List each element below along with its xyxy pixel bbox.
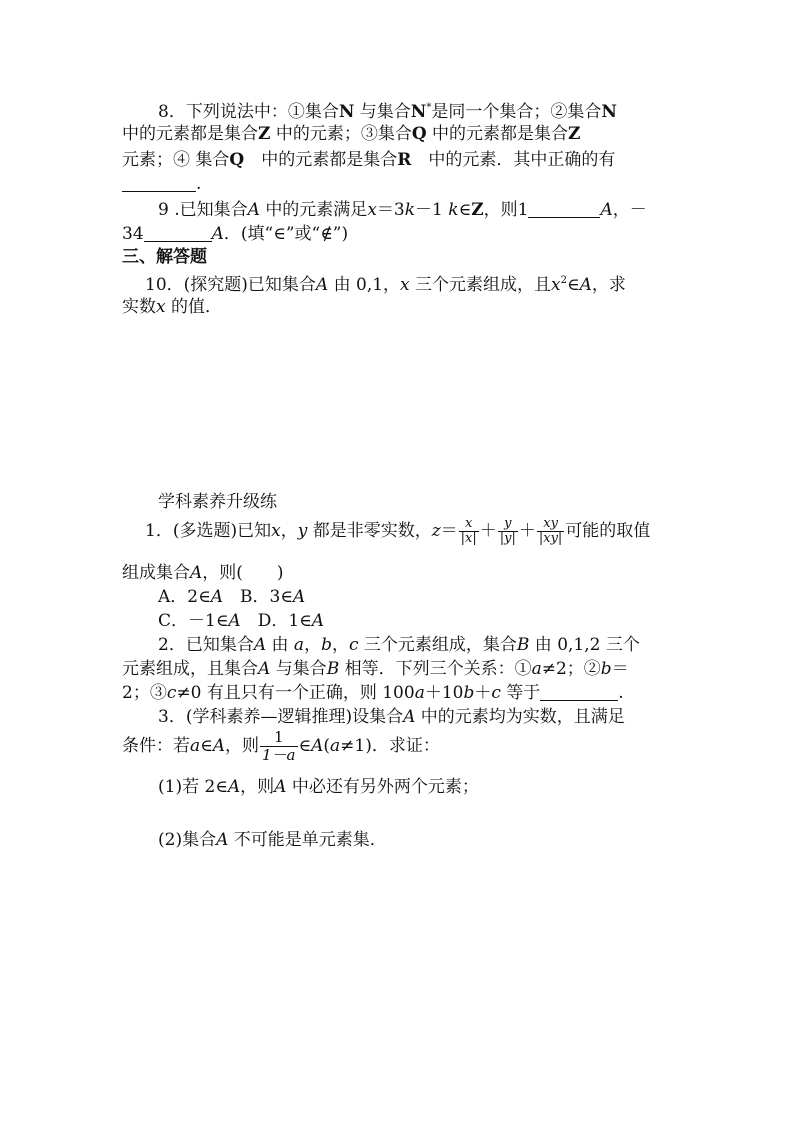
section-heading: 三、解答题 <box>122 247 207 267</box>
answer-blank[interactable] <box>122 175 196 192</box>
q9-line-2: 34 A．(填“∈”或“∉”) <box>122 224 349 244</box>
option-b[interactable]: B．3∈A <box>239 587 306 607</box>
fraction-xy: $\frac{xy}{|xy|}$ <box>538 516 563 546</box>
section-heading-upgrade: 学科素养升级练 <box>158 492 277 512</box>
q8-line-2: 中的元素都是集合Z 中的元素；③集合Q 中的元素都是集合Z <box>122 124 581 144</box>
p1-line-2: 组成集合A，则( ) <box>122 563 284 583</box>
p3-sub-2: (2)集合A 不可能是单元素集． <box>158 830 387 850</box>
p1-options-cd <box>158 610 324 632</box>
p3-line-2: 条件：若a∈A，则 $\frac{1}{1-a}$ ∈A(a≠1)．求证： <box>122 728 440 764</box>
answer-blank[interactable] <box>144 225 212 242</box>
q8-answer-line: . <box>122 173 201 195</box>
p1-line-1: 1．(多选题)已知x，y 都是非零实数，z＝ $\frac{x}{|x|}$ ＋ $\frac{y}{|y|}$ ＋ $\frac{xy}{|xy|}$ 可能的取值 <box>145 516 651 546</box>
fraction-one-over-one-minus-a: $\frac{1}{1-a}$ <box>262 728 296 764</box>
q8-line-3: 元素；④ 集合Q 中的元素都是集合R 中的元素．其中正确的有 <box>122 150 616 170</box>
answer-blank[interactable] <box>528 201 600 218</box>
q9-line-1: 9 .已知集合A 中的元素满足x＝3k－1 k∈Z，则1 A，－ <box>158 200 647 220</box>
question-number: 8． <box>158 102 186 122</box>
fraction-x: $\frac{x}{|x|}$ <box>460 516 477 546</box>
p1-options-ab <box>158 586 305 608</box>
option-a[interactable]: A．2∈A <box>158 587 223 607</box>
q10-line-2: 实数x 的值． <box>122 297 222 317</box>
q10-line-1: 10．(探究题)已知集合A 由 0,1，x 三个元素组成，且$x^2\in A$，求 <box>145 275 626 295</box>
answer-blank[interactable] <box>540 684 618 701</box>
p3-sub-1: (1)若 2∈A，则A 中必还有另外两个元素； <box>158 777 479 797</box>
p2-line-1: 2．已知集合A 由 a，b，c 三个元素组成，集合B 由 0,1,2 三个 <box>158 635 640 655</box>
q8-line-1: 8．下列说法中：①集合N 与集合N*是同一个集合；②集合N <box>158 102 617 122</box>
p2-line-2: 元素组成，且集合A 与集合B 相等．下列三个关系：①a≠2；②b＝ <box>122 659 629 679</box>
option-c[interactable]: C．－1∈A <box>158 611 241 631</box>
p2-line-3: 2；③c≠0 有且只有一个正确，则 100a＋10b＋c 等于 . <box>122 683 624 703</box>
p3-line-1: 3．(学科素养—逻辑推理)设集合A 中的元素均为实数，且满足 <box>158 707 625 727</box>
option-d[interactable]: D．1∈A <box>257 611 325 631</box>
fraction-y: $\frac{y}{|y|}$ <box>499 516 516 546</box>
